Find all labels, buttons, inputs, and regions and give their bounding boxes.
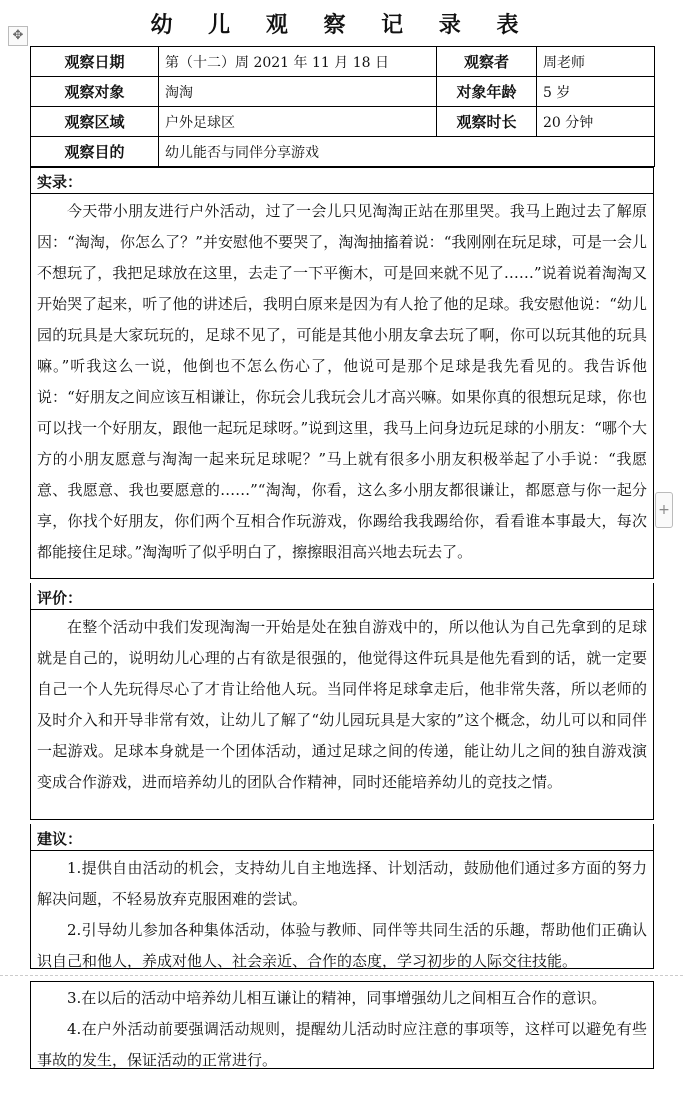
suggestion-item: 4.在户外活动前要强调活动规则，提醒幼儿活动时应注意的事项等，这样可以避免有些事故的发生，保证活动的正常进行。	[37, 1020, 647, 1069]
record-heading: 实录：	[37, 173, 83, 191]
duration-label: 观察时长	[437, 107, 537, 137]
divider	[30, 578, 654, 579]
divider	[30, 819, 654, 820]
duration-value[interactable]: 20 分钟	[537, 107, 655, 137]
observer-value[interactable]: 周老师	[537, 47, 655, 77]
table-row	[31, 137, 655, 167]
suggestions-continued	[30, 981, 654, 1069]
age-value[interactable]: 5 岁	[537, 77, 655, 107]
date-label: 观察日期	[31, 47, 159, 77]
add-column-icon[interactable]: +	[655, 492, 673, 528]
divider	[30, 968, 654, 969]
date-value[interactable]: 第（十二）周 2021 年 11 月 18 日	[159, 47, 437, 77]
suggestion-item: 2.引导幼儿参加各种集体活动，体验与教师、同伴等共同生活的乐趣，帮助他们正确认识自己和他人，养成对他人、社会亲近、合作的态度，学习初步的人际交往技能。	[37, 921, 647, 970]
record-body[interactable]	[31, 193, 653, 568]
observer-label: 观察者	[437, 47, 537, 77]
suggestion-item: 1.提供自由活动的机会，支持幼儿自主地选择、计划活动，鼓励他们通过多方面的努力解决问题，不轻易放弃克服困难的尝试。	[37, 859, 647, 908]
age-label: 对象年龄	[437, 77, 537, 107]
goal-label: 观察目的	[31, 137, 159, 167]
page-break	[0, 975, 683, 976]
evaluation-section	[30, 583, 654, 819]
info-table	[30, 46, 655, 167]
table-move-handle-icon[interactable]: ✥	[8, 26, 28, 46]
area-label: 观察区域	[31, 107, 159, 137]
goal-value[interactable]: 幼儿能否与同伴分享游戏	[159, 137, 655, 167]
suggestions-heading: 建议：	[37, 830, 83, 848]
suggestion-item: 3.在以后的活动中培养幼儿相互谦让的精神，同事增强幼儿之间相互合作的意识。	[67, 989, 607, 1007]
table-row	[31, 77, 655, 107]
subject-label: 观察对象	[31, 77, 159, 107]
table-row	[31, 47, 655, 77]
divider	[30, 167, 654, 168]
suggestions-body-continued[interactable]	[31, 982, 653, 1076]
suggestions-section	[30, 824, 654, 968]
suggestions-body[interactable]	[31, 850, 653, 977]
subject-value[interactable]: 淘淘	[159, 77, 437, 107]
evaluation-body[interactable]	[31, 609, 653, 798]
evaluation-heading: 评价：	[37, 589, 83, 607]
evaluation-text: 在整个活动中我们发现淘淘一开始是处在独自游戏中的，所以他认为自己先拿到的足球就是自己的，说明幼儿心理的占有欲是很强的，他觉得这件玩具是他先看到的话，就一定要自己一个人先玩得尽心了才肯让给他人玩。当同伴将足球拿走后，他非常失落，所以老师的及时介入和开导非常有效，让幼儿了解了“幼儿园玩具是大家的”这个概念，幼儿可以和同伴一起游戏。足球本身就是一个团体活动，通过足球之间的传递，能让幼儿之间的独自游戏演变成合作游戏，进而培养幼儿的团队合作精神，同时还能培养幼儿的竞技之情。	[37, 618, 647, 791]
table-row	[31, 107, 655, 137]
record-text: 今天带小朋友进行户外活动，过了一会儿只见淘淘正站在那里哭。我马上跑过去了解原因：“淘淘，你怎么了？”并安慰他不要哭了，淘淘抽搐着说：“我刚刚在玩足球，可是一会儿不想玩了，我把足球放在这里，去走了一下平衡木，可是回来就不见了……”说着说着淘淘又开始哭了起来，听了他的讲述后，我明白原来是因为有人抢了他的足球。我安慰他说：“幼儿园的玩具是大家玩玩的，足球不见了，可能是其他小朋友拿去玩了啊，你可以玩其他的玩具嘛。”听我这么一说，他倒也不怎么伤心了，他说可是那个足球是我先看见的。我告诉他说：“好朋友之间应该互相谦让，你玩会儿我玩会儿才高兴嘛。如果你真的很想玩足球，你也可以找一个好朋友，跟他一起玩足球呀。”说到这里，我马上问身边玩足球的小朋友：“哪个大方的小朋友愿意与淘淘一起来玩足球呢？”马上就有很多小朋友积极举起了小手说：“我愿意、我愿意、我也要愿意的……”“淘淘，你看，这么多小朋友都很谦让，都愿意与你一起分享，你找个好朋友，你们两个互相合作玩游戏，你踢给我我踢给你，看看谁本事最大，每次都能接住足球。”淘淘听了似乎明白了，擦擦眼泪高兴地去玩去了。	[37, 202, 647, 561]
record-section	[30, 167, 654, 578]
document-title: 幼 儿 观 察 记 录 表	[150, 13, 533, 38]
area-value[interactable]: 户外足球区	[159, 107, 437, 137]
